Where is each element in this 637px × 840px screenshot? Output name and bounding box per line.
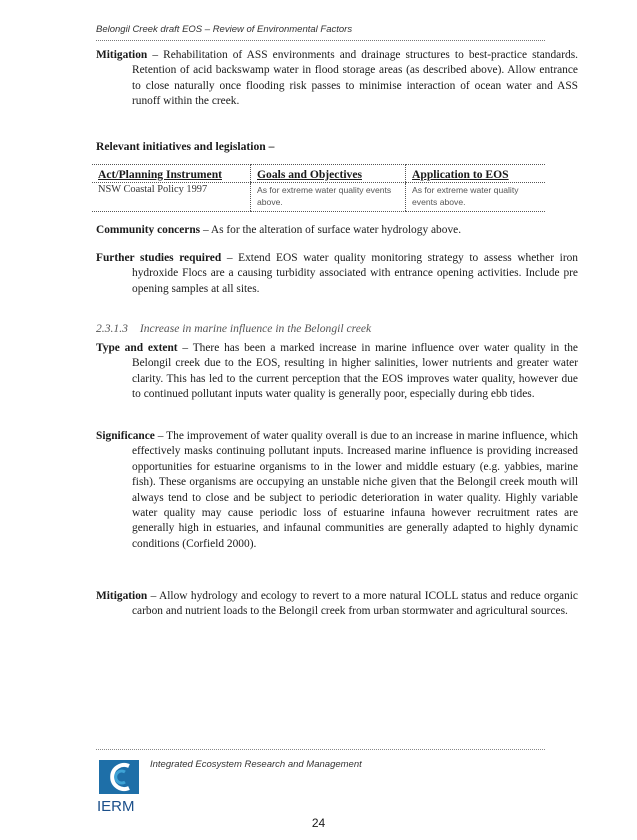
header-rule: [96, 40, 545, 41]
table-cell: NSW Coastal Policy 1997: [92, 183, 251, 212]
table-header-row: [92, 165, 545, 183]
community-term: Community concerns: [96, 224, 201, 236]
column-header: Act/Planning Instrument: [92, 165, 251, 183]
type-extent-paragraph: [96, 341, 578, 403]
type-extent-term: Type and extent: [96, 342, 178, 354]
community-text: – As for the alteration of surface water hydrology above.: [200, 224, 462, 236]
significance-term: Significance: [96, 430, 155, 442]
further-studies-term: Further studies required: [96, 252, 222, 264]
ierm-logo: [97, 758, 143, 814]
column-header: Application to EOS: [406, 165, 546, 183]
mitigation-2-term: Mitigation: [96, 590, 148, 602]
table-row: [92, 183, 545, 212]
subsection-title: Increase in marine influence in the Belongil creek: [139, 322, 372, 335]
footer-organisation: Integrated Ecosystem Research and Management: [150, 759, 362, 770]
subsection-heading: [96, 322, 371, 335]
further-studies-paragraph: [96, 251, 578, 297]
logo-text: IERM: [97, 798, 135, 814]
significance-text: – The improvement of water quality overall is due to an increase in marine influence, which effectively masks continuing pollutant inputs. Increased marine influence is providing increased opportunities for estuarine organisms to in the lower and middle estuary (e.g. yabbies, marine fish). These organisms are occupying an unstable niche given that the Belongil creek mouth will always tend to close and be subject to periodic deterioration in water quality. Highly variable water quality may cause periodic loss of estuarine infauna however recruitment rates are generally high in estuaries, and infaunal communities are generally adapted to highly dynamic conditions (Corfield 2000).: [132, 430, 578, 550]
column-header: Goals and Objectives: [251, 165, 406, 183]
mitigation-2-text: – Allow hydrology and ecology to revert to a more natural ICOLL status and reduce organic carbon and nutrient loads to the Belongil creek from urban stormwater and agricultural sources.: [132, 590, 578, 618]
significance-paragraph: [96, 429, 578, 552]
type-extent-text: – There has been a marked increase in marine influence over water quality in the Belongil creek due to the EOS, resulting in higher salinities, lower nutrients and greater water clarity. This has led to the current perception that the EOS improves water quality, however due to continued pollutant inputs water quality is generally poor, especially during ebb tides.: [132, 342, 578, 401]
further-studies-text: – Extend EOS water quality monitoring strategy to assess whether iron hydroxide Flocs are a causing turbidity associated with entrance opening activities. Include pre opening samples at all sites.: [132, 252, 578, 295]
mitigation-text: – Rehabilitation of ASS environments and drainage structures to best-practice standards. Retention of acid backswamp water in flood storage areas (as described above). Allow entrance to close naturally once flooding risk passes to minimise interaction of ocean water and ASS runoff within the creek.: [132, 49, 578, 108]
table-cell: As for extreme water quality events above.: [406, 183, 546, 212]
mitigation-paragraph: [96, 48, 578, 110]
community-paragraph: [96, 223, 542, 238]
page-number: 24: [311, 816, 326, 830]
footer-rule: [96, 749, 545, 750]
mitigation-term: Mitigation: [96, 49, 148, 61]
subsection-number: 2.3.1.3: [96, 322, 128, 335]
legislation-table: [92, 164, 545, 212]
initiatives-heading: Relevant initiatives and legislation –: [96, 140, 275, 153]
table-cell: As for extreme water quality events above.: [251, 183, 406, 212]
mitigation-2-paragraph: [96, 589, 578, 620]
running-header: Belongil Creek draft EOS – Review of Environmental Factors: [96, 24, 353, 35]
